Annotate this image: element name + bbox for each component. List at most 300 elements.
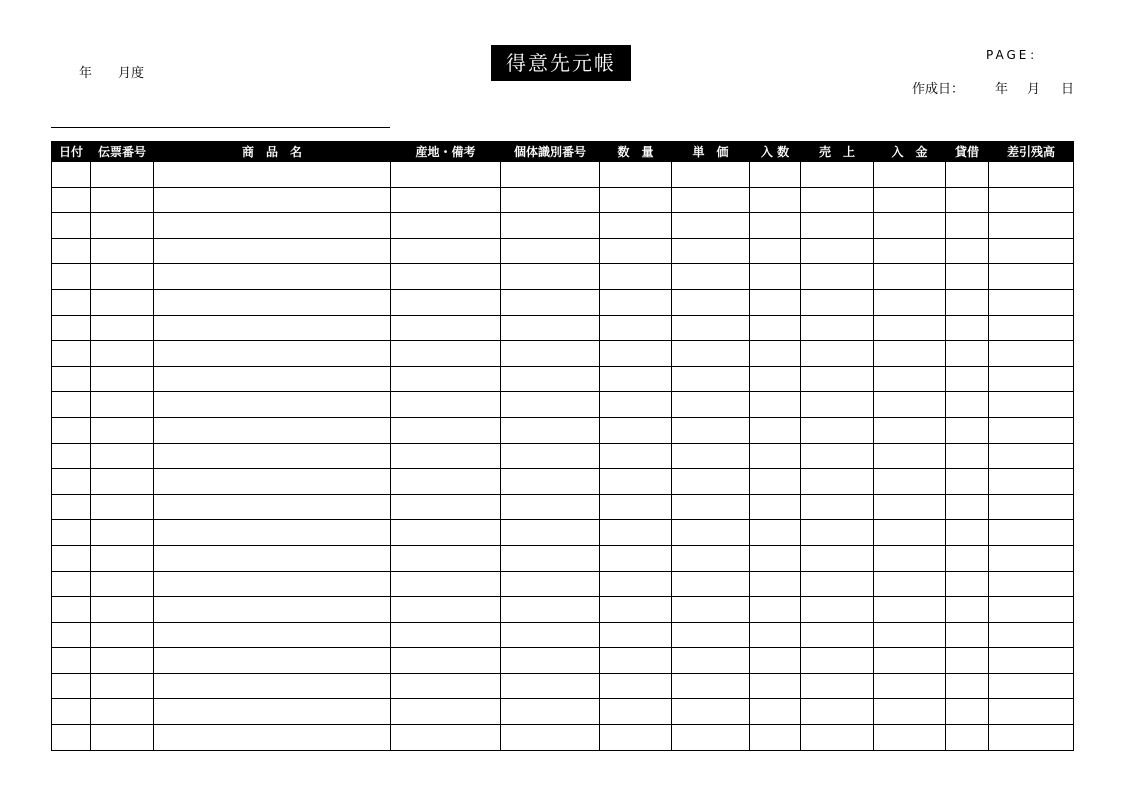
cell-origin-note[interactable] [391,699,501,725]
cell-sales[interactable] [801,648,874,674]
cell-date[interactable] [52,289,91,315]
cell-payment[interactable] [874,571,946,597]
cell-pack-count[interactable] [750,571,801,597]
cell-product-name[interactable] [154,622,391,648]
cell-pack-count[interactable] [750,673,801,699]
cell-payment[interactable] [874,162,946,188]
cell-individual-id[interactable] [501,673,600,699]
cell-individual-id[interactable] [501,264,600,290]
cell-payment[interactable] [874,315,946,341]
cell-sales[interactable] [801,187,874,213]
cell-unit-price[interactable] [672,597,750,623]
cell-unit-price[interactable] [672,264,750,290]
cell-quantity[interactable] [600,443,672,469]
cell-origin-note[interactable] [391,494,501,520]
column-header-quantity: 数 量 [600,142,672,162]
cell-debit-credit[interactable] [946,392,989,418]
cell-origin-note[interactable] [391,238,501,264]
cell-debit-credit[interactable] [946,673,989,699]
cell-slip-no[interactable] [91,673,154,699]
cell-individual-id[interactable] [501,162,600,188]
cell-balance[interactable] [989,213,1074,239]
cell-debit-credit[interactable] [946,238,989,264]
cell-sales[interactable] [801,366,874,392]
cell-individual-id[interactable] [501,187,600,213]
cell-slip-no[interactable] [91,699,154,725]
cell-sales[interactable] [801,264,874,290]
cell-product-name[interactable] [154,213,391,239]
cell-debit-credit[interactable] [946,469,989,495]
cell-individual-id[interactable] [501,238,600,264]
cell-debit-credit[interactable] [946,366,989,392]
cell-unit-price[interactable] [672,443,750,469]
cell-origin-note[interactable] [391,315,501,341]
cell-individual-id[interactable] [501,597,600,623]
cell-product-name[interactable] [154,725,391,751]
cell-date[interactable] [52,545,91,571]
cell-slip-no[interactable] [91,162,154,188]
cell-pack-count[interactable] [750,622,801,648]
cell-slip-no[interactable] [91,187,154,213]
cell-individual-id[interactable] [501,699,600,725]
cell-product-name[interactable] [154,341,391,367]
cell-unit-price[interactable] [672,213,750,239]
table-row [52,341,1074,367]
cell-quantity[interactable] [600,648,672,674]
cell-product-name[interactable] [154,187,391,213]
header-row [52,142,1074,162]
cell-slip-no[interactable] [91,494,154,520]
cell-pack-count[interactable] [750,725,801,751]
table-row [52,622,1074,648]
cell-slip-no[interactable] [91,213,154,239]
cell-balance[interactable] [989,673,1074,699]
cell-debit-credit[interactable] [946,213,989,239]
cell-unit-price[interactable] [672,162,750,188]
cell-slip-no[interactable] [91,520,154,546]
cell-balance[interactable] [989,494,1074,520]
cell-date[interactable] [52,443,91,469]
cell-date[interactable] [52,494,91,520]
cell-payment[interactable] [874,622,946,648]
cell-pack-count[interactable] [750,443,801,469]
cell-payment[interactable] [874,648,946,674]
cell-date[interactable] [52,622,91,648]
cell-sales[interactable] [801,341,874,367]
cell-payment[interactable] [874,443,946,469]
cell-pack-count[interactable] [750,392,801,418]
cell-slip-no[interactable] [91,289,154,315]
cell-balance[interactable] [989,597,1074,623]
cell-payment[interactable] [874,597,946,623]
cell-sales[interactable] [801,213,874,239]
cell-date[interactable] [52,341,91,367]
cell-product-name[interactable] [154,238,391,264]
cell-unit-price[interactable] [672,238,750,264]
cell-date[interactable] [52,187,91,213]
cell-slip-no[interactable] [91,545,154,571]
cell-quantity[interactable] [600,264,672,290]
cell-balance[interactable] [989,392,1074,418]
cell-individual-id[interactable] [501,392,600,418]
cell-pack-count[interactable] [750,494,801,520]
cell-balance[interactable] [989,520,1074,546]
cell-debit-credit[interactable] [946,597,989,623]
column-header-date: 日付 [52,142,91,162]
cell-slip-no[interactable] [91,571,154,597]
cell-balance[interactable] [989,162,1074,188]
cell-slip-no[interactable] [91,597,154,623]
table-row [52,597,1074,623]
cell-debit-credit[interactable] [946,545,989,571]
cell-quantity[interactable] [600,162,672,188]
cell-payment[interactable] [874,494,946,520]
cell-balance[interactable] [989,469,1074,495]
cell-date[interactable] [52,213,91,239]
cell-sales[interactable] [801,315,874,341]
cell-sales[interactable] [801,469,874,495]
cell-date[interactable] [52,648,91,674]
cell-sales[interactable] [801,725,874,751]
cell-origin-note[interactable] [391,597,501,623]
cell-pack-count[interactable] [750,699,801,725]
cell-quantity[interactable] [600,597,672,623]
created-day-label: 日 [1061,82,1075,97]
cell-debit-credit[interactable] [946,417,989,443]
cell-product-name[interactable] [154,699,391,725]
cell-unit-price[interactable] [672,673,750,699]
cell-pack-count[interactable] [750,264,801,290]
cell-payment[interactable] [874,187,946,213]
cell-sales[interactable] [801,622,874,648]
cell-individual-id[interactable] [501,725,600,751]
table-row [52,443,1074,469]
cell-individual-id[interactable] [501,545,600,571]
table-row [52,213,1074,239]
cell-sales[interactable] [801,545,874,571]
cell-sales[interactable] [801,392,874,418]
cell-slip-no[interactable] [91,341,154,367]
cell-product-name[interactable] [154,264,391,290]
cell-payment[interactable] [874,545,946,571]
cell-date[interactable] [52,469,91,495]
cell-quantity[interactable] [600,469,672,495]
cell-balance[interactable] [989,289,1074,315]
column-header-balance: 差引残高 [989,142,1074,162]
cell-sales[interactable] [801,571,874,597]
cell-payment[interactable] [874,264,946,290]
cell-pack-count[interactable] [750,417,801,443]
cell-date[interactable] [52,597,91,623]
cell-origin-note[interactable] [391,622,501,648]
cell-unit-price[interactable] [672,315,750,341]
cell-sales[interactable] [801,289,874,315]
cell-balance[interactable] [989,417,1074,443]
cell-quantity[interactable] [600,520,672,546]
cell-slip-no[interactable] [91,622,154,648]
cell-balance[interactable] [989,366,1074,392]
cell-pack-count[interactable] [750,597,801,623]
cell-debit-credit[interactable] [946,494,989,520]
cell-quantity[interactable] [600,494,672,520]
created-year-label: 年 [995,82,1009,97]
cell-balance[interactable] [989,648,1074,674]
cell-origin-note[interactable] [391,392,501,418]
cell-quantity[interactable] [600,545,672,571]
cell-unit-price[interactable] [672,392,750,418]
cell-origin-note[interactable] [391,673,501,699]
cell-unit-price[interactable] [672,187,750,213]
page-number-label: PAGE： [986,48,1045,62]
cell-pack-count[interactable] [750,213,801,239]
cell-quantity[interactable] [600,417,672,443]
cell-balance[interactable] [989,187,1074,213]
cell-origin-note[interactable] [391,366,501,392]
cell-origin-note[interactable] [391,545,501,571]
fiscal-period [79,62,144,81]
cell-individual-id[interactable] [501,289,600,315]
cell-slip-no[interactable] [91,366,154,392]
cell-unit-price[interactable] [672,289,750,315]
cell-origin-note[interactable] [391,725,501,751]
cell-debit-credit[interactable] [946,571,989,597]
cell-individual-id[interactable] [501,341,600,367]
cell-product-name[interactable] [154,469,391,495]
cell-date[interactable] [52,264,91,290]
table-row [52,187,1074,213]
cell-payment[interactable] [874,213,946,239]
table-row [52,392,1074,418]
cell-slip-no[interactable] [91,315,154,341]
cell-balance[interactable] [989,238,1074,264]
cell-quantity[interactable] [600,699,672,725]
cell-product-name[interactable] [154,315,391,341]
cell-product-name[interactable] [154,545,391,571]
cell-date[interactable] [52,520,91,546]
cell-pack-count[interactable] [750,469,801,495]
cell-payment[interactable] [874,341,946,367]
cell-unit-price[interactable] [672,469,750,495]
cell-product-name[interactable] [154,520,391,546]
cell-date[interactable] [52,417,91,443]
cell-origin-note[interactable] [391,648,501,674]
cell-origin-note[interactable] [391,187,501,213]
cell-balance[interactable] [989,571,1074,597]
cell-quantity[interactable] [600,238,672,264]
cell-product-name[interactable] [154,392,391,418]
cell-date[interactable] [52,162,91,188]
cell-unit-price[interactable] [672,571,750,597]
cell-debit-credit[interactable] [946,264,989,290]
cell-date[interactable] [52,571,91,597]
cell-slip-no[interactable] [91,469,154,495]
column-header-individual-id: 個体識別番号 [501,142,600,162]
cell-sales[interactable] [801,162,874,188]
cell-date[interactable] [52,725,91,751]
table-row [52,545,1074,571]
cell-debit-credit[interactable] [946,187,989,213]
cell-quantity[interactable] [600,187,672,213]
cell-product-name[interactable] [154,597,391,623]
cell-unit-price[interactable] [672,494,750,520]
table-row [52,417,1074,443]
cell-debit-credit[interactable] [946,443,989,469]
cell-unit-price[interactable] [672,725,750,751]
cell-origin-note[interactable] [391,162,501,188]
cell-individual-id[interactable] [501,571,600,597]
cell-individual-id[interactable] [501,520,600,546]
cell-quantity[interactable] [600,571,672,597]
cell-sales[interactable] [801,699,874,725]
cell-sales[interactable] [801,520,874,546]
cell-product-name[interactable] [154,289,391,315]
cell-balance[interactable] [989,545,1074,571]
cell-date[interactable] [52,673,91,699]
cell-origin-note[interactable] [391,289,501,315]
cell-debit-credit[interactable] [946,520,989,546]
period-year-label: 年 [79,66,93,81]
created-month-label: 月 [1027,82,1041,97]
cell-pack-count[interactable] [750,315,801,341]
cell-slip-no[interactable] [91,238,154,264]
cell-sales[interactable] [801,417,874,443]
cell-origin-note[interactable] [391,469,501,495]
cell-sales[interactable] [801,494,874,520]
cell-payment[interactable] [874,238,946,264]
cell-debit-credit[interactable] [946,289,989,315]
cell-origin-note[interactable] [391,443,501,469]
cell-quantity[interactable] [600,289,672,315]
column-header-sales: 売 上 [801,142,874,162]
cell-pack-count[interactable] [750,341,801,367]
cell-debit-credit[interactable] [946,341,989,367]
cell-debit-credit[interactable] [946,648,989,674]
cell-origin-note[interactable] [391,417,501,443]
cell-product-name[interactable] [154,417,391,443]
cell-pack-count[interactable] [750,289,801,315]
cell-pack-count[interactable] [750,520,801,546]
cell-slip-no[interactable] [91,443,154,469]
cell-slip-no[interactable] [91,264,154,290]
cell-product-name[interactable] [154,494,391,520]
cell-balance[interactable] [989,725,1074,751]
cell-payment[interactable] [874,366,946,392]
cell-debit-credit[interactable] [946,315,989,341]
cell-quantity[interactable] [600,315,672,341]
cell-sales[interactable] [801,673,874,699]
cell-origin-note[interactable] [391,213,501,239]
cell-payment[interactable] [874,520,946,546]
cell-origin-note[interactable] [391,341,501,367]
cell-pack-count[interactable] [750,187,801,213]
cell-individual-id[interactable] [501,366,600,392]
cell-payment[interactable] [874,417,946,443]
cell-pack-count[interactable] [750,162,801,188]
cell-individual-id[interactable] [501,469,600,495]
cell-individual-id[interactable] [501,315,600,341]
cell-unit-price[interactable] [672,648,750,674]
cell-individual-id[interactable] [501,213,600,239]
cell-product-name[interactable] [154,162,391,188]
cell-quantity[interactable] [600,622,672,648]
cell-payment[interactable] [874,289,946,315]
cell-product-name[interactable] [154,673,391,699]
cell-origin-note[interactable] [391,520,501,546]
table-row [52,699,1074,725]
cell-origin-note[interactable] [391,571,501,597]
cell-individual-id[interactable] [501,648,600,674]
cell-debit-credit[interactable] [946,162,989,188]
cell-date[interactable] [52,238,91,264]
cell-balance[interactable] [989,341,1074,367]
cell-payment[interactable] [874,673,946,699]
cell-balance[interactable] [989,443,1074,469]
cell-payment[interactable] [874,725,946,751]
cell-individual-id[interactable] [501,494,600,520]
cell-slip-no[interactable] [91,417,154,443]
cell-unit-price[interactable] [672,520,750,546]
cell-sales[interactable] [801,597,874,623]
table-row [52,264,1074,290]
cell-quantity[interactable] [600,213,672,239]
cell-individual-id[interactable] [501,443,600,469]
cell-balance[interactable] [989,622,1074,648]
cell-date[interactable] [52,315,91,341]
cell-pack-count[interactable] [750,648,801,674]
cell-quantity[interactable] [600,725,672,751]
cell-individual-id[interactable] [501,622,600,648]
cell-product-name[interactable] [154,443,391,469]
cell-pack-count[interactable] [750,545,801,571]
cell-unit-price[interactable] [672,417,750,443]
cell-quantity[interactable] [600,341,672,367]
cell-product-name[interactable] [154,571,391,597]
cell-balance[interactable] [989,264,1074,290]
cell-debit-credit[interactable] [946,699,989,725]
cell-slip-no[interactable] [91,392,154,418]
cell-origin-note[interactable] [391,264,501,290]
table-row [52,494,1074,520]
cell-balance[interactable] [989,315,1074,341]
cell-pack-count[interactable] [750,238,801,264]
cell-individual-id[interactable] [501,417,600,443]
cell-debit-credit[interactable] [946,622,989,648]
cell-unit-price[interactable] [672,341,750,367]
cell-product-name[interactable] [154,648,391,674]
cell-debit-credit[interactable] [946,725,989,751]
cell-date[interactable] [52,699,91,725]
cell-slip-no[interactable] [91,725,154,751]
cell-payment[interactable] [874,469,946,495]
cell-unit-price[interactable] [672,545,750,571]
cell-slip-no[interactable] [91,648,154,674]
cell-quantity[interactable] [600,392,672,418]
cell-product-name[interactable] [154,366,391,392]
cell-balance[interactable] [989,699,1074,725]
cell-sales[interactable] [801,443,874,469]
cell-unit-price[interactable] [672,699,750,725]
cell-pack-count[interactable] [750,366,801,392]
cell-unit-price[interactable] [672,366,750,392]
cell-quantity[interactable] [600,366,672,392]
cell-payment[interactable] [874,699,946,725]
cell-unit-price[interactable] [672,622,750,648]
cell-date[interactable] [52,392,91,418]
cell-sales[interactable] [801,238,874,264]
cell-date[interactable] [52,366,91,392]
cell-quantity[interactable] [600,673,672,699]
cell-payment[interactable] [874,392,946,418]
